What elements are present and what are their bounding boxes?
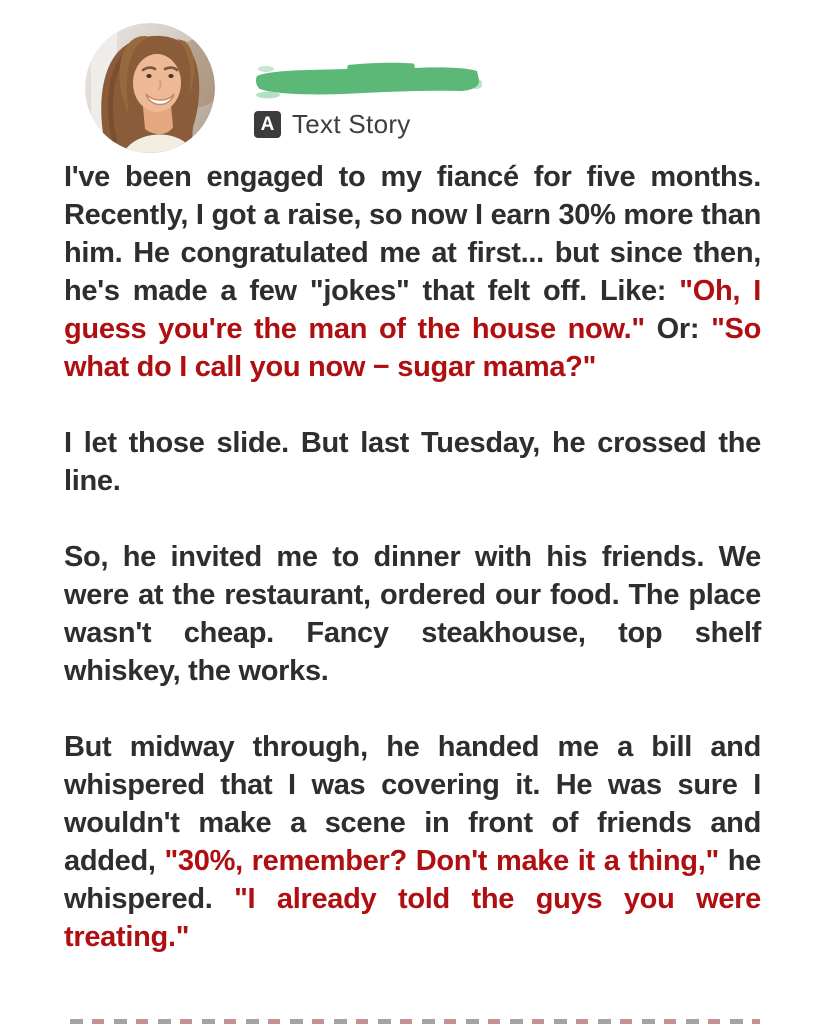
story-paragraph <box>64 424 761 500</box>
story-quote-segment: "Oh, I guess you're the man of the house now." <box>64 275 761 345</box>
byline <box>254 109 411 140</box>
story-quote-segment: "I already told the guys you were treating." <box>64 883 761 953</box>
avatar-illustration <box>85 23 215 153</box>
story-paragraph <box>64 728 761 956</box>
story-text <box>64 158 761 994</box>
text-story-icon: A <box>254 111 281 138</box>
story-quote-segment: "So what do I call you now − sugar mama?" <box>64 313 761 383</box>
story-text-segment: Or: <box>644 313 712 345</box>
cropped-text-line <box>70 1019 760 1024</box>
story-text-segment: But midway through, he handed me a bill and whispered that I was covering it. He was sure I wouldn't make a scene in front of friends and added, <box>64 731 761 877</box>
story-text-segment: I let those slide. But last Tuesday, he crossed the line. <box>64 427 761 497</box>
byline-label: Text Story <box>292 109 411 139</box>
avatar[interactable] <box>85 23 215 153</box>
story-quote-segment: "30%, remember? Don't make it a thing," <box>164 845 719 877</box>
redacted-name-scribble <box>252 56 482 100</box>
story-text-segment: I've been engaged to my fiancé for five months. Recently, I got a raise, so now I earn 30% more than him. He congratulated me at first... but since then, he's made a few "jokes" that felt off. Like: <box>64 161 761 307</box>
story-text-segment: So, he invited me to dinner with his friends. We were at the restaurant, ordered our food. The place wasn't cheap. Fancy steakhouse, top shelf whiskey, the works. <box>64 541 761 687</box>
story-paragraph <box>64 538 761 690</box>
story-paragraph <box>64 158 761 386</box>
story-text-segment: he whispered. <box>64 845 762 915</box>
